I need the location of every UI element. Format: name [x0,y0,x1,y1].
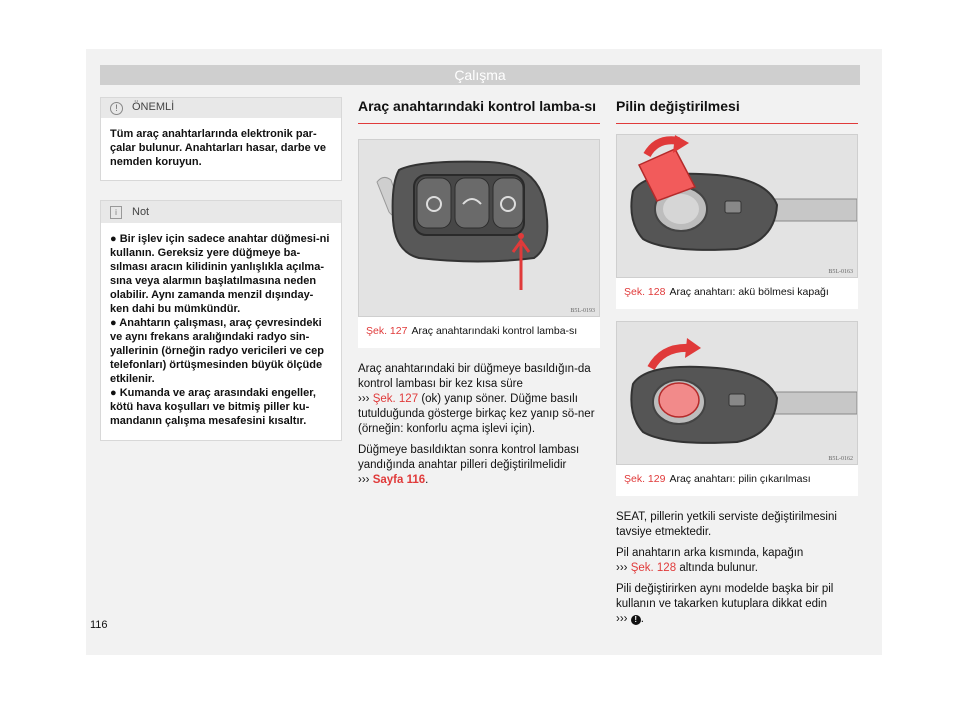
figure-ref: Şek. 128 [624,286,666,298]
figure-code: B5L-0163 [828,269,853,275]
paragraph-text: Pili değiştirirken aynı modelde başka bir pil kullanın ve takarken kutuplara dikkat edin [616,583,834,610]
warning-title: ÖNEMLİ [132,101,175,113]
caption-text: Araç anahtarı: pilin çıkarılması [669,473,811,485]
left-column [100,97,342,441]
paragraph [358,362,600,437]
arrow-marker: ››› [616,613,628,625]
figure-128 [616,134,858,309]
punctuation: . [425,474,429,486]
paragraph [358,443,600,488]
paragraph-text: Düğmeye basıldıktan sonra kontrol lambası yandığında anahtar pilleri değiştirilmelidir [358,444,580,471]
note-header [101,201,341,223]
key-control-lamp-image [358,139,600,317]
arrow-marker: ››› [616,562,628,574]
page-number: 116 [90,619,108,631]
section-body [358,362,600,488]
note-item: ● Anahtarın çalışması, araç çevresindeki ve aynı frekans aralığındaki radyo sin-yallerinin (örneğin radyo vericileri ve cep telefonları) örtüşmesinden büyük ölçüde etkilenir. [110,317,324,385]
section-title: Pilin değiştirilmesi [616,97,858,124]
page-link[interactable]: Sayfa 116 [372,474,426,486]
right-column [616,97,858,633]
figure-127 [358,139,600,348]
section-title: Araç anahtarındaki kontrol lamba-sı [358,97,600,124]
punctuation: . [640,613,644,625]
figure-caption [616,278,858,309]
paragraph [616,582,858,627]
paragraph-text: altında bulunur. [679,562,758,574]
note-box [100,200,342,441]
paragraph: SEAT, pillerin yetkili serviste değiştirilmesini tavsiye etmektedir. [616,511,837,538]
section-body [616,510,858,627]
figure-code: B5L-0162 [828,456,853,462]
warning-badge-icon[interactable]: ! [631,615,641,625]
key-illustration [359,140,599,316]
note-title: Not [132,206,150,218]
key-cover-illustration [617,135,857,277]
arrow-marker: ››› [358,393,370,405]
battery-removal-image [616,321,858,465]
warning-header [101,98,341,118]
caption-text: Araç anahtarı: akü bölmesi kapağı [669,286,829,298]
figure-link[interactable]: Şek. 128 [630,562,677,574]
page-header: Çalışma [100,65,860,85]
figure-129 [616,321,858,496]
paragraph [616,546,858,576]
note-item: ● Bir işlev için sadece anahtar düğmesi-ni kullanın. Gereksiz yere düğmeye ba-sılması aracın kilidinin yanlışlıkla açılma-sına veya alarmın başlatılmasına neden olabilir. Aynı zamanda menzil dışınday-ken dahi bu mümkündür. [110,233,330,315]
caption-text: Araç anahtarındaki kontrol lamba-sı [411,325,578,337]
figure-caption [358,317,600,348]
paragraph-text: Pil anahtarın arka kısmında, kapağın [616,547,804,559]
battery-removal-illustration [617,322,857,464]
figure-ref: Şek. 127 [366,325,408,337]
middle-column [358,97,600,494]
note-item: ● Kumanda ve araç arasındaki engeller, kötü hava koşulları ve bitmiş piller ku-mandanın çalışma mesafesini kısaltır. [110,387,316,427]
info-icon: i [110,206,122,219]
paragraph-text: (ok) yanıp söner. Düğme basılı tutulduğunda gösterge birkaç kez yanıp sö-ner (örneğin: konforlu açma işlevi için). [358,393,595,435]
figure-ref: Şek. 129 [624,473,666,485]
note-body [101,223,341,440]
battery-cover-image [616,134,858,278]
warning-text: Tüm araç anahtarlarında elektronik par-çalar bulunur. Anahtarları hasar, darbe ve nemden koruyun. [110,128,327,168]
warning-box [100,97,342,181]
figure-code: B5L-0193 [570,308,595,314]
paragraph-text: Araç anahtarındaki bir düğmeye basıldığın-da kontrol lambası bir kez kısa süre [358,363,591,390]
exclamation-circle-icon: ! [110,102,123,115]
figure-link[interactable]: Şek. 127 [372,393,419,405]
arrow-marker: ››› [358,474,370,486]
figure-caption [616,465,858,496]
